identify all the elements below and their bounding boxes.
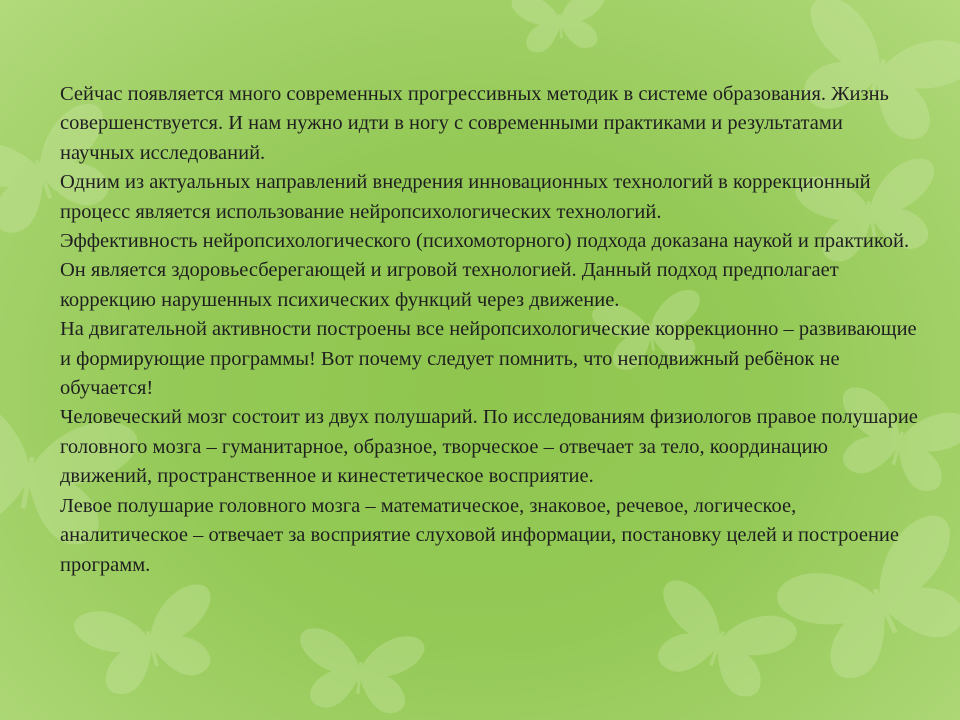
butterfly-icon (511, 0, 609, 54)
paragraph-6: Левое полушарие головного мозга – математическое, знаковое, речевое, логическое, аналитическое – отвечает за восприятие слуховой информации, постановку целей и построение программ. (60, 494, 899, 576)
butterfly-icon (71, 581, 229, 702)
butterfly-icon (638, 576, 800, 707)
butterfly-icon (294, 627, 425, 716)
paragraph-3: Эффективность нейропсихологического (психомоторного) подхода доказана наукой и практикой. Он является здоровьесберегающей и игровой технологией. Данный подход предполагает коррекцию нарушенных психических функций через движение. (60, 230, 910, 311)
paragraph-2: Одним из актуальных направлений внедрения инновационных технологий в коррекционный процесс является использование нейропсихологических технологий. (60, 171, 871, 223)
paragraph-5: Человеческий мозг состоит из двух полушарий. По исследованиям физиологов правое полушарие головного мозга – гуманитарное, образное, творческое – отвечает за тело, координацию движений, пространственное и кинестетическое восприятие. (60, 406, 918, 488)
paragraph-1: Сейчас появляется много современных прогрессивных методик в системе образования. Жизнь совершенствуется. И нам нужно идти в ногу с современными практиками и результатами научных исследований. (60, 83, 889, 164)
paragraph-4: На двигательной активности построены все нейропсихологические коррекционно – развивающие и формирующие программы! Вот почему следует помнить, что неподвижный ребёнок не обучается! (60, 318, 917, 400)
slide-body-text (60, 80, 920, 580)
